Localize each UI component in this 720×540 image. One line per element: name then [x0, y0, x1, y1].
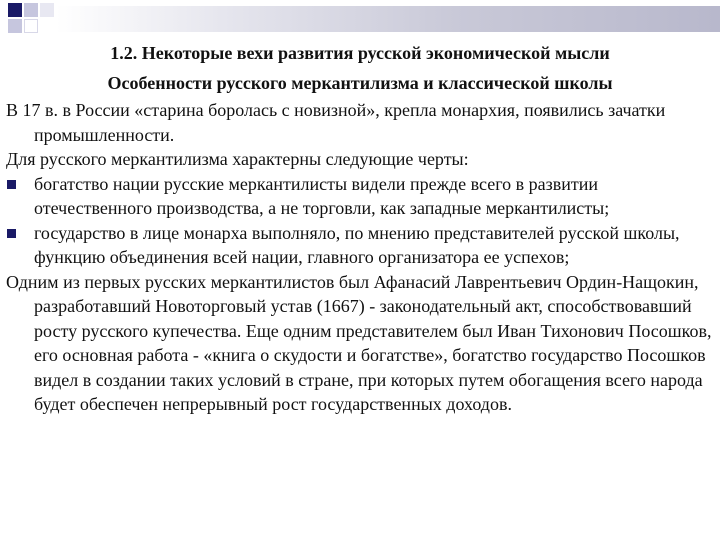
square-bullet-icon — [7, 180, 16, 189]
decor-square-icon — [40, 3, 54, 17]
decor-square-icon — [24, 19, 38, 33]
header-gradient-bar — [56, 6, 720, 32]
decor-square-icon — [8, 19, 22, 33]
bullet-text: государство в лице монарха выполняло, по мнению представителей русской школы, функцию объединения всей нации, главного организатора ее успехов; — [34, 222, 680, 267]
body-paragraph: Для русского меркантилизма характерны следующие черты: — [6, 149, 469, 169]
decor-square-icon — [24, 3, 38, 17]
slide-title: 1.2. Некоторые вехи развития русской экономической мысли — [110, 43, 610, 63]
slide-subtitle: Особенности русского меркантилизма и классической школы — [107, 73, 613, 93]
bullet-item — [6, 221, 716, 270]
square-bullet-icon — [7, 229, 16, 238]
bullet-text: богатство нации русские меркантилисты видели прежде всего в развитии отечественного производства, а не торговли, как западные меркантилисты; — [34, 173, 610, 218]
slide-body — [6, 98, 716, 417]
decor-square-icon — [8, 3, 22, 17]
body-paragraph: В 17 в. в России «старина боролась с новизной», крепла монархия, появились зачатки промышленности. — [6, 100, 666, 145]
bullet-item — [6, 172, 716, 221]
header-decoration — [0, 0, 720, 40]
body-paragraph: Одним из первых русских меркантилистов был Афанасий Лаврентьевич Ордин-Нащокин, разработавший Новоторговый устав (1667) - законодательный акт, способствовавший росту русского купечества. Еще одним представителем был Иван Тихонович Посошков, его основная работа - «книга о скудости и богатстве», богатство государство Посошков видел в создании таких условий в стране, при которых путем обогащения всего народа будет обеспечен непрерывный рост государственных доходов. — [6, 271, 712, 414]
